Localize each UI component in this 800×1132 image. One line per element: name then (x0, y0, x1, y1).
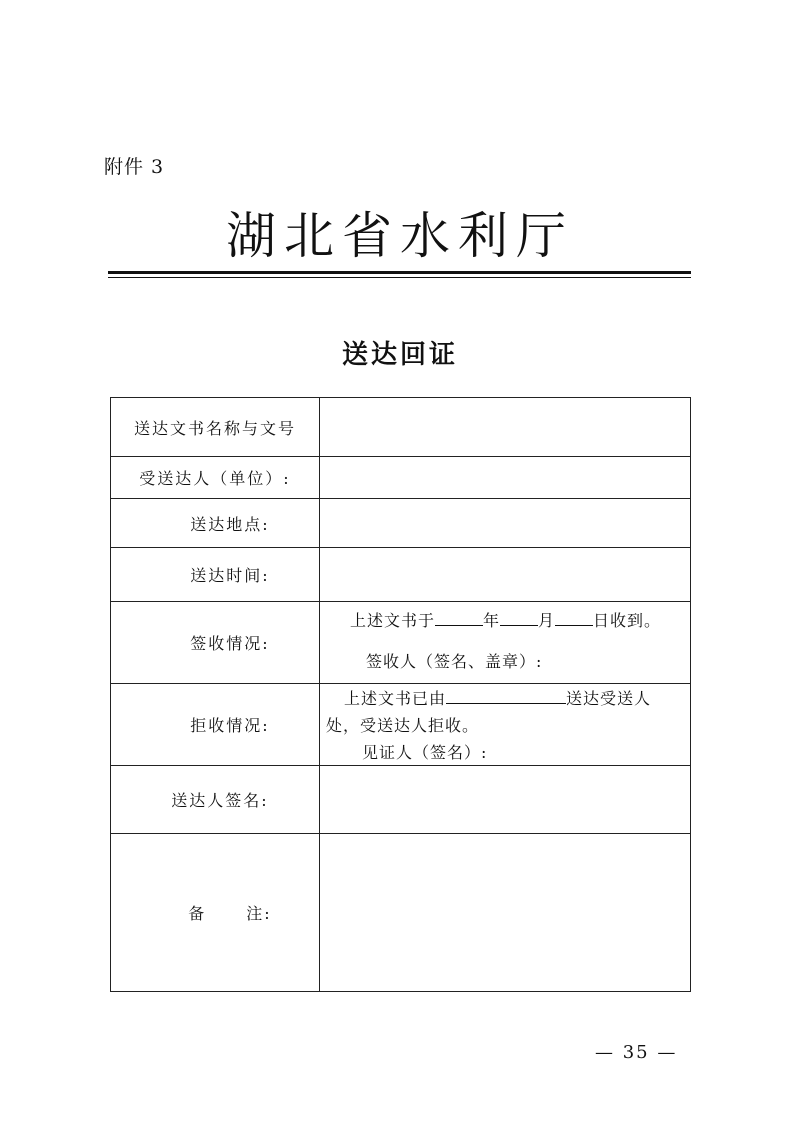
refused-label: 拒收情况: (111, 684, 320, 766)
organization-title: 湖北省水利厅 (226, 207, 574, 265)
time-field[interactable] (320, 548, 691, 602)
table-row (111, 499, 691, 548)
recipient-field[interactable] (320, 457, 691, 499)
year-label: 年 (483, 610, 501, 630)
time-label: 送达时间: (111, 548, 320, 602)
remarks-label-a: 备 (188, 904, 207, 923)
signer-label: 签收人（签名、盖章）: (366, 651, 543, 671)
doc-name-label: 送达文书名称与文号 (111, 398, 320, 457)
refused-cell (320, 684, 691, 766)
header-rule-thick (108, 271, 691, 274)
year-blank[interactable] (435, 611, 483, 626)
refused-text-end: 送达受送人 (566, 689, 652, 708)
sender-blank[interactable] (446, 689, 566, 704)
day-blank[interactable] (555, 611, 593, 626)
refused-sentence (320, 686, 690, 709)
refused-text-start: 上述文书已由 (344, 689, 447, 708)
header-rule-thin (108, 277, 691, 278)
table-row (111, 766, 691, 834)
table-row (111, 457, 691, 499)
witness-label: 见证人（签名）: (362, 743, 488, 762)
remarks-label (111, 834, 320, 992)
month-label: 月 (538, 610, 556, 630)
remarks-field[interactable] (320, 834, 691, 992)
form-title: 送达回证 (341, 340, 458, 370)
sender-signature-field[interactable] (320, 766, 691, 834)
signed-cell (320, 602, 691, 684)
table-row (111, 684, 691, 766)
refused-line-2: 处，受送达人拒收。 (326, 716, 480, 735)
place-field[interactable] (320, 499, 691, 548)
table-row (111, 548, 691, 602)
place-label: 送达地点: (111, 499, 320, 548)
page-number: — 35 — (595, 1042, 678, 1063)
doc-name-field[interactable] (320, 398, 691, 457)
remarks-label-b: 注: (246, 904, 272, 923)
signed-label: 签收情况: (111, 602, 320, 684)
month-blank[interactable] (500, 611, 538, 626)
table-row (111, 398, 691, 457)
sender-signature-label: 送达人签名: (111, 766, 320, 834)
attachment-label: 附件 3 (104, 156, 165, 178)
day-text: 日收到。 (593, 610, 662, 630)
signed-text-start: 上述文书于 (350, 610, 436, 630)
receipt-table (110, 397, 691, 992)
recipient-label: 受送达人（单位）: (111, 457, 320, 499)
table-row (111, 602, 691, 684)
signed-sentence (320, 608, 690, 631)
table-row (111, 834, 691, 992)
